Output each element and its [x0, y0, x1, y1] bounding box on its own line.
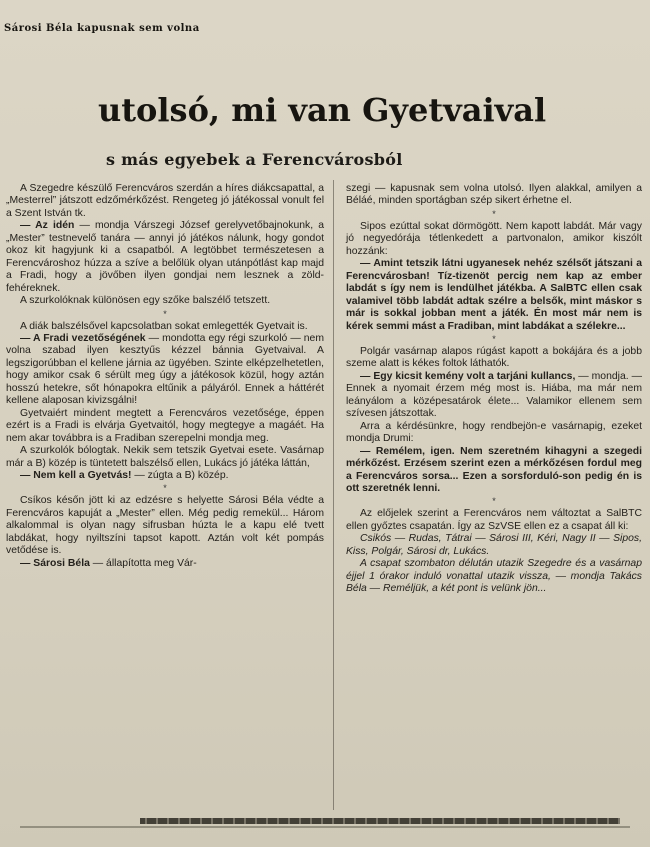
headline-line-2: utolsó, mi van Gyetvaival: [98, 91, 547, 129]
right-paragraph: Polgár vasárnap alapos rúgást kapott a bokájára és a jobb szeme alatt is kékes foltok láthatók.: [346, 345, 642, 370]
team-lineup: Csikós — Rudas, Tátrai — Sárosi III, Kéri, Nagy II — Sipos, Kiss, Polgár, Sárosi dr, Lukács.: [346, 533, 642, 557]
quote-lead: — Sárosi Béla: [20, 557, 90, 569]
quote-lead: — Nem kell a Gyetvás!: [20, 469, 132, 481]
left-paragraph: A szurkolók bólogtak. Nekik sem tetszik Gyetvai esete. Vasárnap már a B) közép is tüntetett balszélső ellen, Lukács jó játéka láttán,: [6, 445, 324, 469]
quote-lead: — Egy kicsit kemény volt a tarjáni kullancs,: [360, 370, 576, 382]
right-paragraph: szegi — kapusnak sem volna utolsó. Ilyen alakkal, amilyen a Béláé, minden sportágban szép sikert érhetne el.: [346, 183, 642, 207]
left-paragraph: [6, 333, 324, 408]
right-paragraph: — Amint tetszik látni ugyanesek nehéz szélsőt játszani a Ferencvárosban! Tíz-tizenöt percig nem kap az ember labdát s így nem is lendülhet játékba. A SalBTC ellen csak valamivel több labdát adtak szélre a belsők, mint máskor s már is sokkal jobban ment a játék. Én most már nem is kérek semmi mást a Fradiban, mint labdákat a szélekre...: [346, 258, 642, 332]
left-column: [6, 183, 324, 570]
left-paragraph: A Szegedre készülő Ferencváros szerdán a híres diákcsapattal, a „Mesterrel” játszott edzőmérkőzést. Rengeteg jó játékossal vonult fel a Szent István tk.: [6, 183, 324, 219]
section-star: *: [163, 483, 167, 494]
section-star: *: [163, 308, 167, 319]
quote-lead: — A Fradi vezetőségének: [20, 332, 146, 344]
quote-body: — zúgta a B) közép.: [131, 469, 229, 481]
left-paragraph: [6, 220, 324, 295]
quote-body: — mondja. — Ennek a nyomait érzem még most is. Hiába, ma már nem leányálom a középesatárok élete... Valamikor ellenem sem szívesen játszottak.: [346, 370, 642, 420]
left-paragraph: Gyetvaiért mindent megtett a Ferencváros vezetősége, éppen ezért is a Fradi is elvárja Gyetvaitól, hogy megtegye a magáét. Ha nem akar továbbra is a Fradiban szerepelni mondja meg.: [6, 407, 324, 444]
section-star: *: [492, 208, 496, 219]
right-paragraph: Az előjelek szerint a Ferencváros nem változtat a SalBTC ellen győztes csapatán. Így az SzVSE ellen ez a csapat áll ki:: [346, 508, 642, 532]
quote-body: — mondja Várszegi József gerelyvetőbajnokunk, a „Mester” testnevelő tanára — annyi jó játékos nálunk, hogy gondot okoz kit hagyjunk ki a csapatból. A legtöbbet természetesen a Ferencvároshoz húzza a szíve a belőlük olyan utánpótlást kap majd a Fradi, hogy a jövőben ilyen gondjai nem lesznek a zöld-fehéreknek.: [6, 220, 324, 294]
left-paragraph: A diák balszélsővel kapcsolatban sokat emlegették Gyetvait is.: [20, 320, 308, 332]
section-star: *: [492, 333, 496, 344]
quote-lead: — Az idén: [20, 220, 75, 232]
left-paragraph: [6, 558, 324, 570]
headline-line-1: Sárosi Béla kapusnak sem volna: [4, 23, 200, 34]
left-paragraph: Csíkos későn jött ki az edzésre s helyette Sárosi Béla védte a Ferencváros kapuját a „Mester” ellen. Még pedig remekül... Három alkalommal is olyan nagy sifrusban húzta le a kapu elé tvett labdákat, hogy nyiltszíni tapsot kapott. Aztán volt két pompás vetődése is.: [6, 495, 324, 557]
headline-subtitle: s más egyebek a Ferencvárosból: [106, 150, 403, 169]
section-star: *: [492, 496, 496, 507]
decorative-rule: [140, 818, 620, 824]
right-paragraph: Arra a kérdésünkre, hogy rendbejön-e vasárnapig, ezeket mondja Drumi:: [346, 420, 642, 445]
right-paragraph: — Remélem, igen. Nem szeretném kihagyni a szegedi mérkőzést. Erzésem szerint ezen a mérkőzésen fordul meg a Ferencváros sorsa... Ezen a sorsforduló-son pedig én is ott szeretnék lenni.: [346, 445, 642, 494]
quote-body: — mondotta egy régi szurkoló — nem volna szabad ilyen kesztyűs kézzel bánnia Gyetvaival. A legszigorúbban el kellene járnia az ügyében. Szinte elképzelhetetlen, hogy amikor csak 6 sérült meg úgy a játékosok közül, hogy aztán hosszú hetekre, sőt hónapokra eltűnik a pályáról. Ennek a háttérét kellene alaposan kivizsgálni!: [6, 332, 324, 407]
quote-body: — állapította meg Vár-: [89, 557, 197, 569]
right-paragraph: [346, 371, 642, 421]
left-paragraph: A szurkolóknak különösen egy szőke balszélő tetszett.: [20, 295, 271, 307]
right-paragraph: Sipos ezúttal sokat dörmögött. Nem kapott labdát. Már vagy jó negyedórája tétlenkedett a partvonalon, amikor kiszólt hozzánk:: [346, 220, 642, 257]
left-paragraph: [6, 470, 324, 482]
right-column: [346, 183, 642, 596]
decorative-rule: [20, 826, 630, 828]
right-paragraph: A csapat szombaton délután utazik Szegedre és a vasárnap éjjel 1 órakor induló vonattal utazik vissza, — mondja Takács Béla — Reméljük, a két pont is velünk jön...: [346, 558, 642, 595]
column-divider: [333, 180, 334, 810]
